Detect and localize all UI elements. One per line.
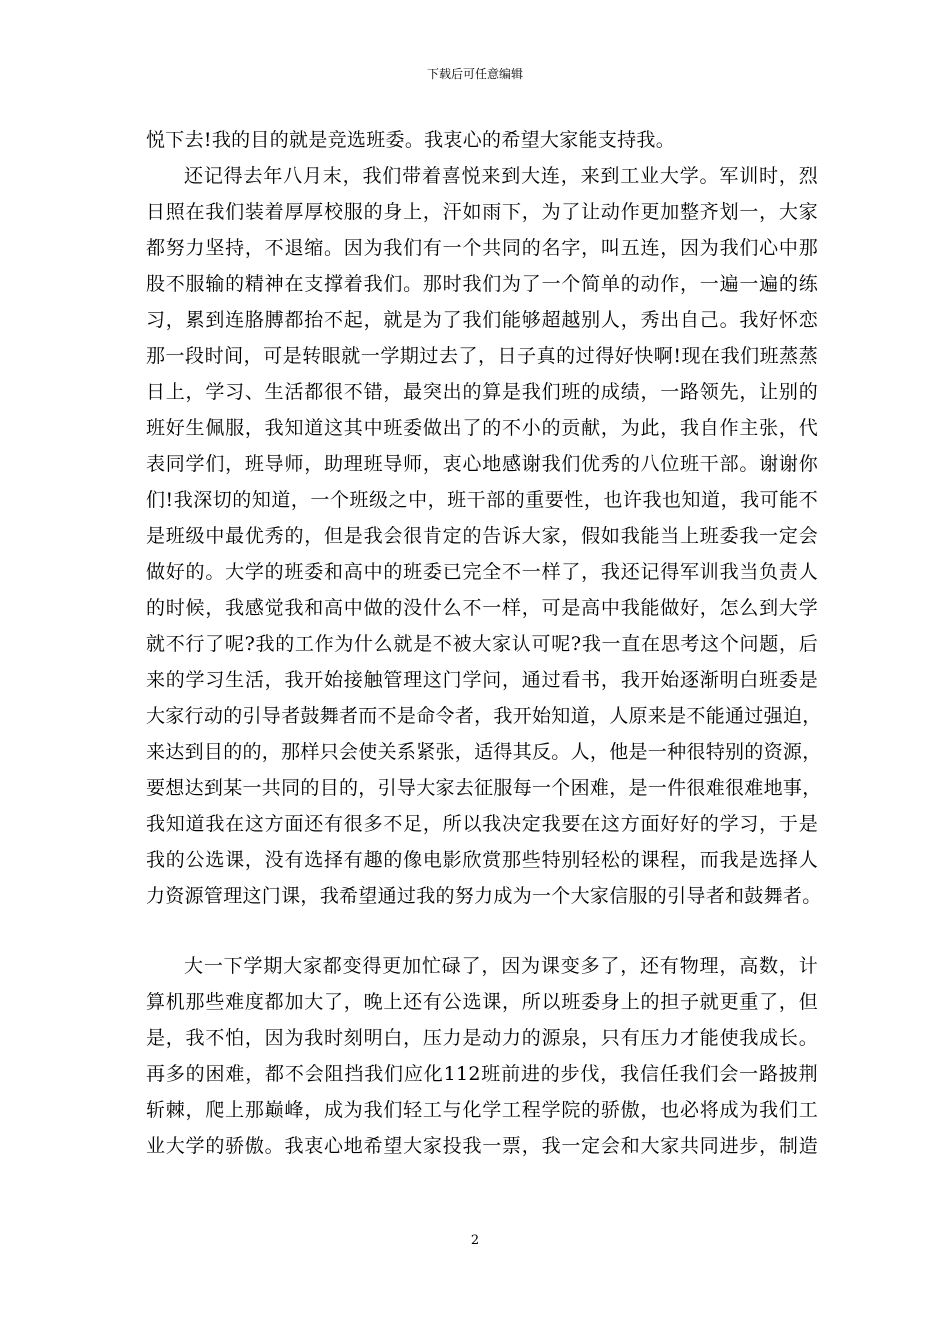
text-line: 业大学的骄傲。我衷心地希望大家投我一票，我一定会和大家共同进步，制造	[146, 1135, 818, 1157]
text-line: 都努力坚持，不退缩。因为我们有一个共同的名字，叫五连，因为我们心中那	[146, 237, 818, 259]
text-line: 股不服输的精神在支撑着我们。那时我们为了一个简单的动作，一遍一遍的练	[146, 273, 818, 295]
text-line: 是班级中最优秀的，但是我会很肯定的告诉大家，假如我能当上班委我一定会	[146, 525, 818, 547]
paragraph-gap	[146, 914, 818, 948]
text-line: 大一下学期大家都变得更加忙碌了，因为课变多了，还有物理，高数，计	[184, 955, 818, 977]
text-line: 们!我深切的知道，一个班级之中，班干部的重要性，也许我也知道，我可能不	[146, 489, 818, 511]
text-line: 班好生佩服，我知道这其中班委做出了的不小的贡献，为此，我自作主张，代	[146, 417, 818, 439]
text-line: 斩棘，爬上那巅峰，成为我们轻工与化学工程学院的骄傲，也必将成为我们工	[146, 1099, 818, 1121]
text-line: 还记得去年八月末，我们带着喜悦来到大连，来到工业大学。军训时，烈	[184, 165, 818, 187]
text-line: 日上，学习、生活都很不错，最突出的算是我们班的成绩，一路领先，让别的	[146, 381, 818, 403]
page-header: 下载后可任意编辑	[426, 67, 523, 81]
document-body	[146, 122, 822, 1164]
text-line: 做好的。大学的班委和高中的班委已完全不一样了，我还记得军训我当负责人	[146, 561, 818, 583]
text-line: 算机那些难度都加大了，晚上还有公选课，所以班委身上的担子就更重了，但	[146, 991, 818, 1013]
text-line: 日照在我们装着厚厚校服的身上，汗如雨下，为了让动作更加整齐划一，大家	[146, 201, 818, 223]
text-line: 来的学习生活，我开始接触管理这门学问，通过看书，我开始逐渐明白班委是	[146, 669, 818, 691]
text-line: 我的公选课，没有选择有趣的像电影欣赏那些特别轻松的课程，而我是选择人	[146, 849, 818, 871]
text-line: 表同学们，班导师，助理班导师，衷心地感谢我们优秀的八位班干部。谢谢你	[146, 453, 818, 475]
text-line: 再多的困难，都不会阻挡我们应化112班前进的步伐，我信任我们会一路披荆	[146, 1063, 818, 1085]
text-line: 那一段时间，可是转眼就一学期过去了，日子真的过得好快啊!现在我们班蒸蒸	[146, 345, 818, 367]
text-line: 就不行了呢?我的工作为什么就是不被大家认可呢?我一直在思考这个问题，后	[146, 633, 818, 655]
text-line: 大家行动的引导者鼓舞者而不是命令者，我开始知道，人原来是不能通过强迫，	[146, 705, 822, 727]
text-line: 力资源管理这门课，我希望通过我的努力成为一个大家信服的引导者和鼓舞者。	[146, 885, 822, 907]
text-line: 我知道我在这方面还有很多不足，所以我决定我要在这方面好好的学习，于是	[146, 813, 818, 835]
text-line: 来达到目的的，那样只会使关系紧张，适得其反。人，他是一种很特别的资源，	[146, 741, 822, 763]
text-line: 习，累到连胳膊都抬不起，就是为了我们能够超越别人，秀出自己。我好怀恋	[146, 309, 818, 331]
text-line: 悦下去!我的目的就是竞选班委。我衷心的希望大家能支持我。	[146, 129, 676, 151]
page-number: 2	[470, 1233, 480, 1248]
text-line: 的时候，我感觉我和高中做的没什么不一样，可是高中我能做好，怎么到大学	[146, 597, 818, 619]
text-line: 要想达到某一共同的目的，引导大家去征服每一个困难，是一件很难很难地事，	[146, 777, 822, 799]
text-line: 是，我不怕，因为我时刻明白，压力是动力的源泉，只有压力才能使我成长。	[146, 1027, 818, 1049]
